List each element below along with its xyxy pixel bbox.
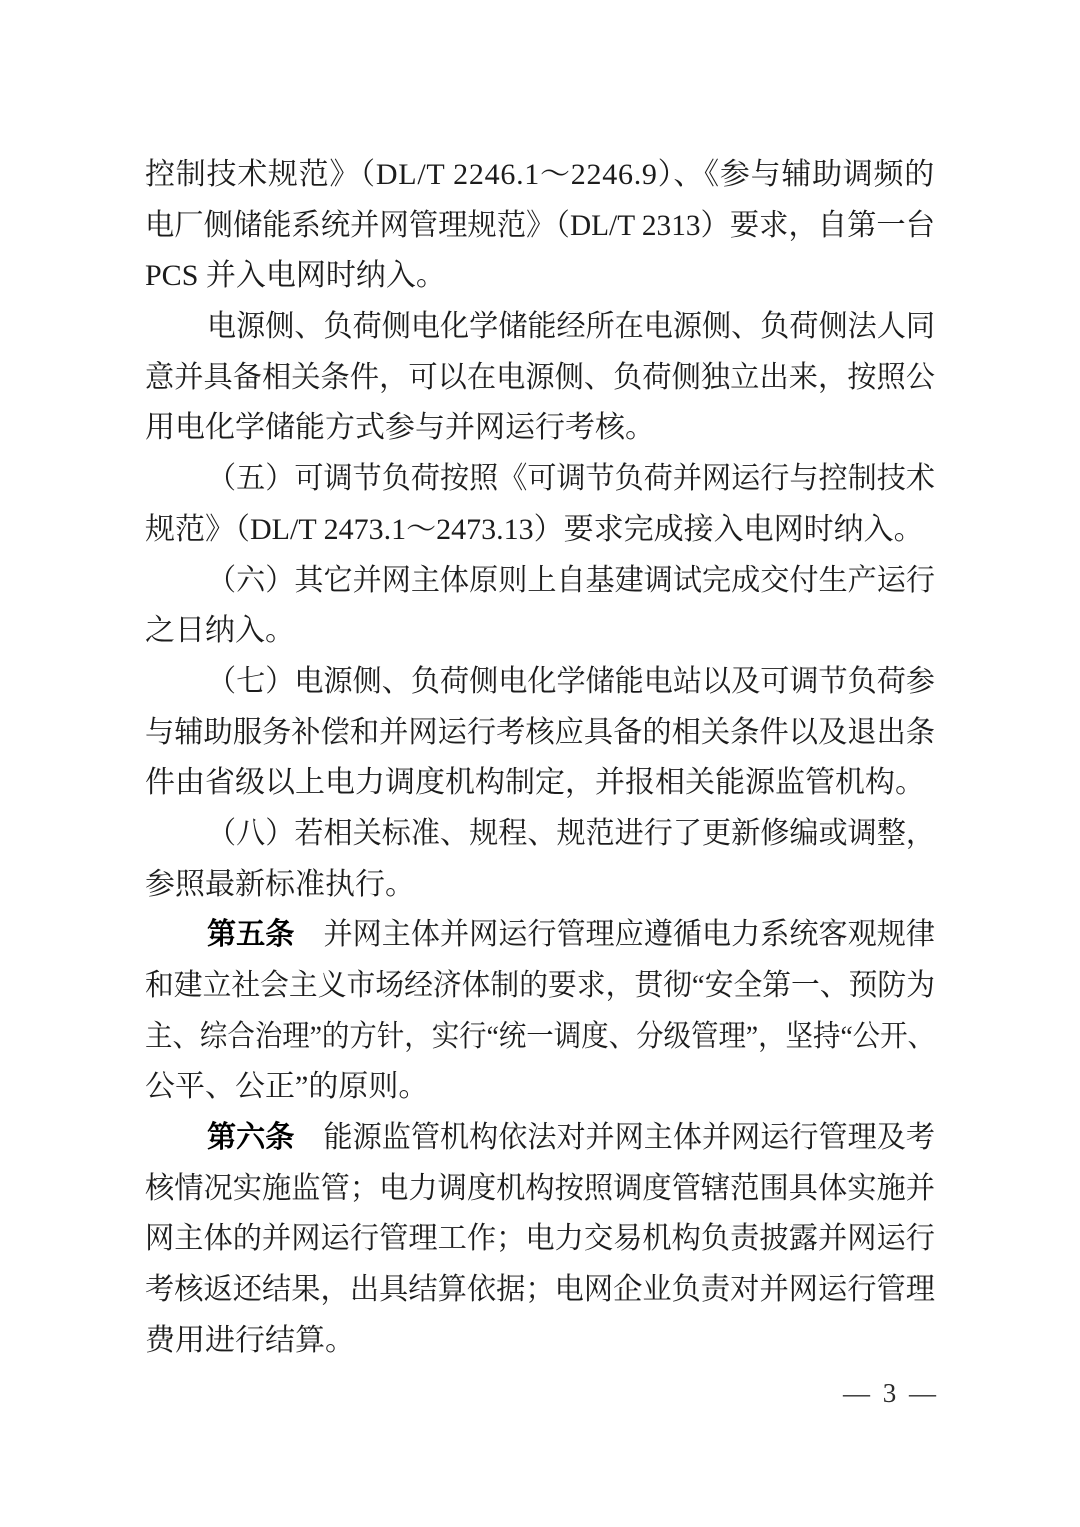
text-line-content <box>207 910 935 961</box>
text-line <box>145 1062 935 1113</box>
article-number: 第六条 <box>207 1121 295 1155</box>
text-line-content <box>145 505 924 556</box>
text-segment: 能源监管机构依法对并网主体并网运行管理及考 <box>294 1121 935 1155</box>
text-line <box>145 961 935 1012</box>
text-segment: 并网主体并网运行管理应遵循电力系统客观规律 <box>294 918 935 952</box>
text-line <box>145 860 935 911</box>
text-line-content <box>207 556 935 607</box>
text-line <box>145 708 935 759</box>
text-line-content <box>145 961 935 1012</box>
text-segment: 费用进行结算。 <box>145 1323 355 1357</box>
text-segment: （八）若相关标准、规程、规范进行了更新修编或调整， <box>207 816 935 850</box>
text-line <box>145 1012 935 1063</box>
text-segment: 意并具备相关条件，可以在电源侧、负荷侧独立出来，按照公 <box>145 360 935 394</box>
text-segment: 件由省级以上电力调度机构制定，并报相关能源监管机构。 <box>145 766 925 800</box>
text-segment: 考核返还结果，出具结算依据；电网企业负责对并网运行管理 <box>145 1273 935 1307</box>
text-line <box>145 1316 935 1367</box>
text-line <box>145 809 935 860</box>
text-line-content <box>207 809 935 860</box>
text-segment: 主、综合治理”的方针，实行“统一调度、分级管理”，坚持“公开、 <box>145 1019 935 1053</box>
text-line <box>145 910 935 961</box>
text-line-content <box>145 353 935 404</box>
text-line <box>145 1164 935 1215</box>
text-line-content <box>145 1214 935 1265</box>
text-line-content <box>145 1062 428 1113</box>
text-line <box>145 403 935 454</box>
text-line-content <box>207 302 935 353</box>
text-line <box>145 1113 935 1164</box>
text-segment: 公平、公正”的原则。 <box>145 1070 429 1104</box>
text-line-content <box>145 1012 935 1063</box>
text-line <box>145 657 935 708</box>
text-segment: 用电化学储能方式参与并网运行考核。 <box>145 411 655 445</box>
text-line-content <box>145 1265 935 1316</box>
text-line <box>145 1265 935 1316</box>
text-line <box>145 302 935 353</box>
article-number: 第五条 <box>207 918 295 952</box>
text-segment: 与辅助服务补偿和并网运行考核应具备的相关条件以及退出条 <box>145 715 935 749</box>
text-line-content <box>145 251 446 302</box>
text-segment: 网主体的并网运行管理工作；电力交易机构负责披露并网运行 <box>145 1222 935 1256</box>
text-line-content <box>145 150 935 201</box>
text-line-content <box>145 403 655 454</box>
text-line-content <box>207 657 935 708</box>
text-line <box>145 150 935 201</box>
text-line <box>145 454 935 505</box>
text-line <box>145 353 935 404</box>
text-segment: 之日纳入。 <box>145 614 295 648</box>
text-line <box>145 606 935 657</box>
text-line-content <box>145 201 935 252</box>
text-segment: PCS 并入电网时纳入。 <box>145 259 446 293</box>
page-number: — 3 — <box>843 1378 937 1408</box>
text-line-content <box>145 1316 355 1367</box>
text-segment: （六）其它并网主体原则上自基建调试完成交付生产运行 <box>207 563 935 597</box>
text-segment: 参照最新标准执行。 <box>145 867 415 901</box>
text-line <box>145 1214 935 1265</box>
text-line <box>145 505 935 556</box>
text-segment: 规范》（DL/T 2473.1～2473.13）要求完成接入电网时纳入。 <box>145 512 924 546</box>
text-line-content <box>145 708 935 759</box>
text-line <box>145 251 935 302</box>
text-line-content <box>145 860 415 911</box>
text-segment: （七）电源侧、负荷侧电化学储能电站以及可调节负荷参 <box>207 664 935 698</box>
text-line <box>145 758 935 809</box>
text-segment: 核情况实施监管；电力调度机构按照调度管辖范围具体实施并 <box>145 1171 935 1205</box>
text-line-content <box>145 1164 935 1215</box>
text-segment: 电厂侧储能系统并网管理规范》（DL/T 2313）要求，自第一台 <box>145 208 935 242</box>
text-line <box>145 556 935 607</box>
text-segment: 控制技术规范》（DL/T 2246.1～2246.9）、《参与辅助调频的 <box>145 158 935 191</box>
text-line <box>145 201 935 252</box>
text-segment: 电源侧、负荷侧电化学储能经所在电源侧、负荷侧法人同 <box>207 310 935 344</box>
text-line-content <box>145 758 925 809</box>
text-line-content <box>207 1113 935 1164</box>
text-segment: 和建立社会主义市场经济体制的要求，贯彻“安全第一、预防为 <box>145 969 935 1002</box>
text-line-content <box>207 454 935 505</box>
document-text-block <box>145 150 935 1367</box>
text-segment: （五）可调节负荷按照《可调节负荷并网运行与控制技术 <box>207 462 935 496</box>
text-line-content <box>145 606 295 657</box>
